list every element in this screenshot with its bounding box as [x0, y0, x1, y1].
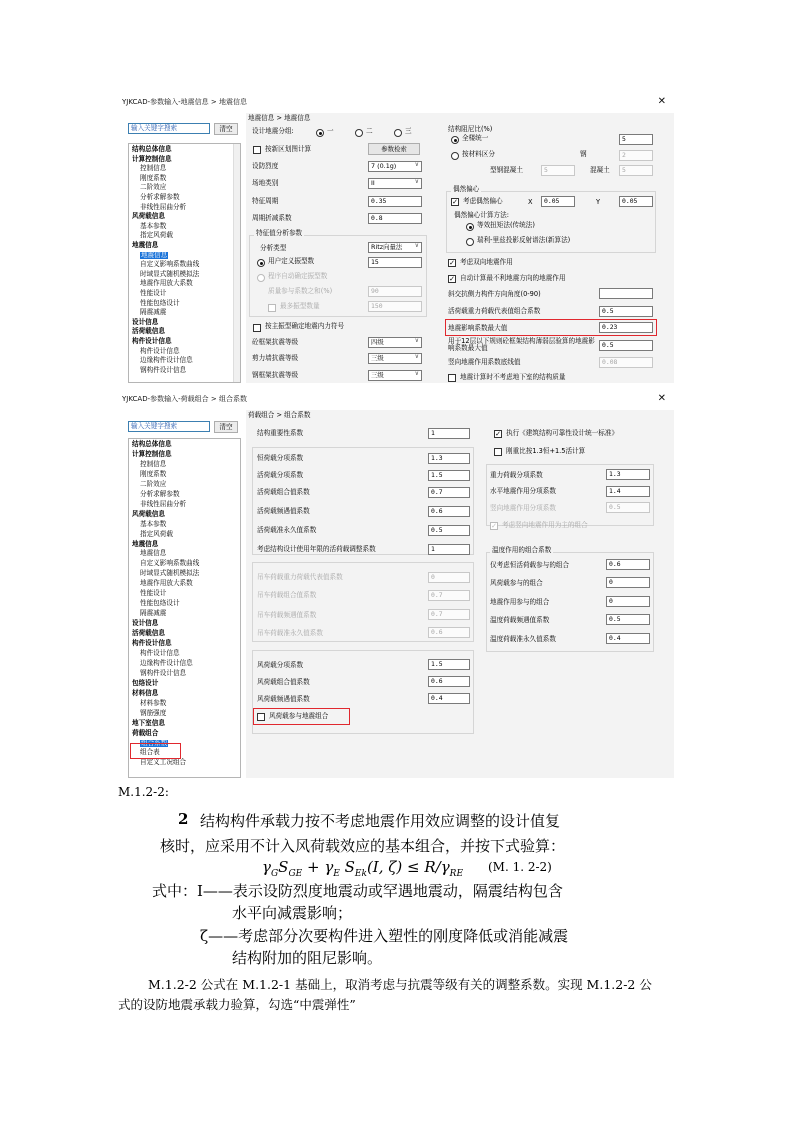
- steel-damping-label: 钢: [580, 150, 587, 158]
- main-mode-label: 按主振型确定地震内力符号: [265, 322, 345, 330]
- y-input[interactable]: 0.05: [619, 196, 653, 207]
- param-search-button[interactable]: 参数检索: [368, 143, 420, 155]
- where-i-line-2: 水平向减震影响；: [232, 904, 353, 922]
- nav-tree: [128, 438, 241, 778]
- user-modes-radio[interactable]: [257, 259, 265, 267]
- temp-wind-label: 风荷载参与的组合: [490, 579, 543, 587]
- clause-line-1: 结构构件承载力按不考虑地震作用效应调整的设计值复: [200, 812, 561, 830]
- steel-grade-label: 钢框架抗震等级: [252, 371, 299, 379]
- tree-item[interactable]: 性能设计: [140, 589, 167, 598]
- tree-item[interactable]: 刚度系数: [140, 173, 167, 182]
- wind-freq-label: 风荷载频遇值系数: [257, 695, 310, 703]
- period-label: 特征周期: [252, 197, 279, 205]
- tree-item[interactable]: 控制信息: [140, 164, 167, 173]
- mass-ratio-label: 质量参与系数之和(%): [268, 287, 333, 295]
- tree-item[interactable]: 非线性屈曲分析: [140, 202, 187, 211]
- crane-rep-label: 吊车荷载重力荷载代表值系数: [257, 573, 343, 581]
- temp-title: 温度作用的组合系数: [492, 546, 552, 554]
- auto-modes-label: 程序自动确定振型数: [268, 272, 328, 280]
- frame-grade-label: 砼框架抗震等级: [252, 338, 299, 346]
- importance-label: 结构重要性系数: [257, 429, 304, 437]
- unfav-label: 自动计算最不利地震方向的地震作用: [460, 274, 566, 282]
- eccentric-title: 偶然偏心: [453, 185, 480, 193]
- tree-item[interactable]: 二阶效应: [140, 479, 167, 488]
- tree-item[interactable]: 地震信息: [140, 549, 167, 558]
- damping-material-radio[interactable]: [451, 152, 459, 160]
- tree-group[interactable]: 风荷载信息: [132, 509, 165, 518]
- grouping-radio-1[interactable]: [316, 129, 324, 137]
- v-eq-label: 竖向地震作用分项系数: [490, 504, 556, 512]
- title-bar: [118, 392, 674, 406]
- ecc-method-title: 偶然偏心计算方法:: [454, 211, 509, 219]
- live-quasi-label: 活荷载准永久值系数: [257, 526, 317, 534]
- grouping-label: 设计地震分组:: [252, 127, 294, 135]
- tree-group[interactable]: 荷载组合: [132, 728, 159, 737]
- ratio-checkbox[interactable]: [494, 448, 502, 456]
- search-input[interactable]: 输入关键字搜索: [128, 421, 210, 432]
- tree-item[interactable]: 分析求解参数: [140, 489, 180, 498]
- tree-item[interactable]: 控制信息: [140, 459, 167, 468]
- ecc-method1-radio[interactable]: [466, 223, 474, 231]
- grouping-radio-3[interactable]: [394, 129, 402, 137]
- grouping-radio-2[interactable]: [355, 129, 363, 137]
- unfav-checkbox[interactable]: ✓: [449, 275, 455, 283]
- crane-comb-input[interactable]: 0.7: [428, 590, 470, 601]
- temp-dead-input[interactable]: 0.6: [606, 559, 650, 570]
- reduce-input[interactable]: 0.8: [368, 213, 422, 224]
- site-label: 场地类别: [252, 179, 279, 187]
- live-freq-label: 活荷载频遇值系数: [257, 507, 310, 515]
- user-modes-input[interactable]: 15: [368, 257, 422, 268]
- highlight-box: [253, 708, 350, 725]
- crane-freq-label: 吊车荷载频遇值系数: [257, 611, 317, 619]
- ecc-method1-label: 等效扭矩法(传统法): [477, 221, 535, 229]
- wall-grade-label: 剪力墙抗震等级: [252, 354, 299, 362]
- weak-layer-input[interactable]: 0.5: [599, 340, 653, 351]
- tree-item[interactable]: 隔震减震: [140, 308, 167, 317]
- crane-freq-input[interactable]: 0.7: [428, 609, 470, 620]
- v-eq-input[interactable]: 0.5: [606, 502, 650, 513]
- y-label: Y: [596, 198, 601, 206]
- user-modes-label: 用户定义振型数: [268, 257, 315, 265]
- steel-grade-select[interactable]: 三级 ∨: [368, 370, 422, 381]
- tree-item[interactable]: 刚度系数: [140, 469, 167, 478]
- max-modes-checkbox[interactable]: [268, 304, 276, 312]
- tree-item[interactable]: 边缘构件设计信息: [140, 658, 193, 667]
- angle-label: 斜交抗侧力构件方向角度(0-90): [448, 290, 541, 298]
- tree-group[interactable]: 地下室信息: [132, 718, 165, 727]
- life-adj-label: 考虑结构设计使用年限的活荷载调整系数: [257, 545, 376, 553]
- tree-item[interactable]: 钢构件设计信息: [140, 668, 187, 677]
- tree-group[interactable]: 材料信息: [132, 688, 159, 697]
- crane-quasi-input[interactable]: 0.6: [428, 627, 470, 638]
- breadcrumb: 荷载组合 > 组合系数: [248, 411, 311, 419]
- weak-layer-label: 用于12层以下规则砼框架结构薄弱层验算的地震影响系数最大值: [448, 337, 595, 352]
- tree-group[interactable]: 计算控制信息: [132, 154, 172, 163]
- tree-item[interactable]: 基本参数: [140, 519, 167, 528]
- live-label: 活荷载分项系数: [257, 471, 304, 479]
- conc-label: 混凝土: [590, 166, 610, 174]
- clear-button[interactable]: 清空: [214, 123, 238, 135]
- tree-item[interactable]: 隔震减震: [140, 609, 167, 618]
- close-icon[interactable]: ✕: [657, 393, 666, 404]
- tree-group[interactable]: 风荷载信息: [132, 212, 165, 221]
- where-zeta-line-1: ζ——考虑部分次要构件进入塑性的刚度降低或消能减震: [200, 927, 569, 945]
- clear-button[interactable]: 清空: [214, 421, 238, 433]
- intensity-select[interactable]: 7 (0.1g) ∨: [368, 161, 422, 172]
- tree-group[interactable]: 计算控制信息: [132, 449, 172, 458]
- analysis-select[interactable]: Ritz向量法 ∨: [368, 242, 422, 253]
- tree-highlight-box: [130, 743, 181, 759]
- nav-tree: [128, 143, 241, 383]
- formula: $\gamma_GS_{GE} + \gamma_E$ $S_{Ek}(I$, $\zeta) \le R/\gamma_{RE}$: [262, 858, 464, 879]
- grouping-option: 一: [327, 127, 334, 135]
- tree-item[interactable]: 指定风荷载: [140, 529, 173, 538]
- steel-conc-input[interactable]: 5: [541, 165, 575, 176]
- tree-item[interactable]: 分析求解参数: [140, 193, 180, 201]
- window-title: YJKCAD-参数输入-荷载组合 > 组合系数: [122, 395, 247, 403]
- x-label: X: [528, 198, 533, 206]
- max-coef-input[interactable]: 0.23: [599, 322, 653, 333]
- tree-item[interactable]: 基本参数: [140, 221, 167, 230]
- wind-comb-label: 风荷载组合值系数: [257, 678, 310, 686]
- tree-item[interactable]: 自定义影响系数曲线: [140, 559, 200, 568]
- period-input[interactable]: 0.35: [368, 196, 422, 207]
- live-comb-label: 活荷载组合值系数: [257, 488, 310, 496]
- zone-label: 按新区划图计算: [265, 145, 312, 153]
- crane-rep-input[interactable]: 0: [428, 572, 470, 583]
- ecc-method2-radio[interactable]: [466, 238, 474, 246]
- tree-group[interactable]: 结构总体信息: [132, 440, 172, 448]
- dead-input[interactable]: 1.3: [428, 453, 470, 464]
- x-input[interactable]: 0.05: [541, 196, 575, 207]
- paragraph-line-2: 式的设防地震承载力验算，勾选“中震弹性”: [118, 997, 356, 1012]
- tree-group[interactable]: 构件设计信息: [132, 337, 172, 345]
- clause-line-2: 核时，应采用不计入风荷载效应的基本组合，并按下式验算：: [160, 837, 566, 855]
- tree-item[interactable]: 非线性屈曲分析: [140, 499, 187, 508]
- crane-comb-label: 吊车荷载组合值系数: [257, 591, 317, 599]
- tree-item[interactable]: 边缘构件设计信息: [140, 356, 193, 365]
- ratio-label: 刚重比按1.3恒+1.5活计算: [506, 447, 586, 455]
- conc-input[interactable]: 5: [619, 165, 653, 176]
- zone-checkbox[interactable]: [253, 146, 261, 154]
- title-bar: [118, 95, 674, 109]
- tree-item[interactable]: 自定义工况组合: [140, 758, 187, 767]
- temp-quasi-label: 温度荷载准永久值系数: [490, 635, 556, 643]
- max-modes-label: 最多振型数量: [280, 302, 320, 310]
- search-input[interactable]: 输入关键字搜索: [128, 123, 210, 134]
- wind-comb-input[interactable]: 0.6: [428, 676, 470, 687]
- tree-scrollbar[interactable]: [233, 144, 240, 383]
- breadcrumb: 地震信息 > 地震信息: [248, 114, 311, 122]
- seismic-dialog: [118, 95, 674, 383]
- tree-item[interactable]: 组合表: [140, 748, 160, 757]
- tree-item[interactable]: 时域显式随机模拟法: [140, 569, 200, 578]
- basement-label: 地震计算时不考虑地下室的结构质量: [460, 373, 566, 381]
- tree-item[interactable]: 材料参数: [140, 698, 167, 707]
- intensity-label: 设防烈度: [252, 162, 279, 170]
- damping-title: 结构阻尼比(%): [448, 125, 493, 133]
- tree-item[interactable]: 构件设计信息: [140, 648, 180, 657]
- gravity-label: 重力荷载分项系数: [490, 471, 543, 479]
- auto-modes-radio[interactable]: [257, 274, 265, 282]
- tree-item[interactable]: 地震信息: [141, 250, 168, 259]
- tree-item[interactable]: 地震作用放大系数: [140, 279, 193, 288]
- standard-checkbox[interactable]: ✓: [495, 430, 501, 438]
- load-combo-dialog: [118, 392, 674, 778]
- damping-uniform-label: 全楼统一: [462, 134, 489, 142]
- damping-uniform-radio[interactable]: [451, 136, 459, 144]
- temp-eq-input[interactable]: 0: [606, 596, 650, 607]
- tree-group[interactable]: 包络设计: [132, 678, 159, 687]
- temp-freq-label: 温度荷载频遇值系数: [490, 616, 550, 624]
- temp-wind-input[interactable]: 0: [606, 577, 650, 588]
- tree-group[interactable]: 构件设计信息: [132, 639, 172, 647]
- wind-freq-input[interactable]: 0.4: [428, 693, 470, 704]
- tree-item[interactable]: 性能包络设计: [140, 298, 180, 307]
- grouping-option: 三: [405, 127, 412, 135]
- max-coef-label: 地震影响系数最大值: [448, 324, 508, 332]
- h-eq-input[interactable]: 1.4: [606, 486, 650, 497]
- live-quasi-input[interactable]: 0.5: [428, 525, 470, 536]
- caption: M.1.2-2:: [118, 785, 169, 799]
- standard-label: 执行《建筑结构可靠性设计统一标准》: [506, 429, 619, 437]
- analysis-label: 分析类型: [260, 244, 287, 252]
- wind-input[interactable]: 1.5: [428, 659, 470, 670]
- wall-grade-select[interactable]: 三级 ∨: [368, 353, 422, 364]
- temp-quasi-input[interactable]: 0.4: [606, 633, 650, 644]
- v-eq-main-label: 考虑竖向地震作用为主的组合: [502, 521, 588, 529]
- tree-group[interactable]: 地震信息: [132, 539, 159, 548]
- window-title: YJKCAD-参数输入-地震信息 > 地震信息: [122, 98, 247, 106]
- tree-item[interactable]: 二阶效应: [140, 183, 167, 192]
- highlight-box: [445, 319, 657, 336]
- tree-group[interactable]: 设计信息: [132, 619, 159, 628]
- tree-item[interactable]: 性能设计: [140, 289, 167, 297]
- tree-item[interactable]: 自定义影响系数曲线: [140, 260, 200, 269]
- reduce-label: 周期折减系数: [252, 214, 292, 222]
- live-input[interactable]: 1.5: [428, 470, 470, 481]
- v-eq-main-checkbox[interactable]: ✓: [491, 522, 497, 530]
- site-select[interactable]: II ∨: [368, 178, 422, 189]
- tree-group[interactable]: 活荷载信息: [132, 327, 165, 336]
- grouping-option: 二: [366, 127, 373, 135]
- vert-coef-input[interactable]: 0.08: [599, 357, 653, 368]
- damping-material-label: 按材料区分: [462, 150, 495, 158]
- eccentric-label: 考虑偶然偏心: [463, 197, 503, 205]
- tree-item[interactable]: 钢筋强度: [140, 708, 167, 717]
- temp-freq-input[interactable]: 0.5: [606, 614, 650, 625]
- live-freq-input[interactable]: 0.6: [428, 506, 470, 517]
- temp-dead-label: 仅考虑恒活荷载参与的组合: [490, 561, 570, 569]
- eccentric-checkbox[interactable]: ✓: [452, 198, 458, 206]
- basement-checkbox[interactable]: [448, 374, 456, 382]
- tree-item[interactable]: 组合系数: [141, 738, 168, 747]
- steel-conc-label: 型钢混凝土: [490, 166, 523, 174]
- gravity-input[interactable]: 1.3: [606, 469, 650, 480]
- eigen-group-title: 特征值分析参数: [256, 229, 303, 237]
- bidir-checkbox[interactable]: ✓: [449, 259, 455, 267]
- frame-grade-select[interactable]: 四级 ∨: [368, 337, 422, 348]
- close-icon[interactable]: ✕: [657, 96, 666, 107]
- tree-group[interactable]: 设计信息: [132, 317, 159, 326]
- life-adj-input[interactable]: 1: [428, 544, 470, 555]
- where-i-line-1: 式中：I——表示设防烈度地震动或罕遇地震动，隔震结构包含: [152, 882, 563, 900]
- tree-item[interactable]: 构件设计信息: [140, 346, 180, 355]
- tree-item[interactable]: 地震作用放大系数: [140, 579, 193, 588]
- importance-input[interactable]: 1: [428, 428, 470, 439]
- wind-label: 风荷载分项系数: [257, 661, 304, 669]
- tree-group[interactable]: 结构总体信息: [132, 145, 172, 153]
- ecc-method2-label: 瑞利-里兹投影反射谱法(新算法): [477, 236, 571, 244]
- damping-uniform-input[interactable]: 5: [619, 134, 653, 145]
- crane-quasi-label: 吊车荷载准永久值系数: [257, 629, 323, 637]
- tree-item[interactable]: 钢构件设计信息: [140, 365, 187, 374]
- formula-number: (M. 1. 2-2): [488, 860, 552, 874]
- max-modes-input[interactable]: 150: [368, 301, 422, 312]
- tree-item[interactable]: 指定风荷载: [140, 231, 173, 240]
- h-eq-label: 水平地震作用分项系数: [490, 487, 556, 495]
- clause-number: 2: [178, 810, 189, 828]
- vert-coef-label: 竖向地震作用系数底线值: [448, 358, 521, 366]
- tree-item[interactable]: 性能包络设计: [140, 599, 180, 608]
- live-comb-input[interactable]: 0.7: [428, 487, 470, 498]
- main-mode-checkbox[interactable]: [253, 324, 261, 332]
- paragraph-line-1: M.1.2-2 公式在 M.1.2-1 基础上，取消考虑与抗震等级有关的调整系数。实现 M.1.2-2 公: [148, 977, 652, 992]
- gravity-coef-input[interactable]: 0.5: [599, 306, 653, 317]
- tree-group[interactable]: 活荷载信息: [132, 629, 165, 638]
- temp-eq-label: 地震作用参与的组合: [490, 598, 550, 606]
- tree-item[interactable]: 时域显式随机模拟法: [140, 269, 200, 278]
- gravity-coef-label: 活荷载重力荷载代表值组合系数: [448, 307, 541, 315]
- tree-group[interactable]: 地震信息: [132, 241, 159, 249]
- where-zeta-line-2: 结构附加的阻尼影响。: [232, 949, 383, 967]
- wind-eq-label: 风荷载参与地震组合: [269, 712, 329, 720]
- bidir-label: 考虑双向地震作用: [460, 258, 513, 266]
- angle-input[interactable]: [599, 288, 653, 299]
- steel-damping-input[interactable]: 2: [619, 150, 653, 161]
- mass-ratio-input[interactable]: 90: [368, 286, 422, 297]
- dead-label: 恒荷载分项系数: [257, 454, 304, 462]
